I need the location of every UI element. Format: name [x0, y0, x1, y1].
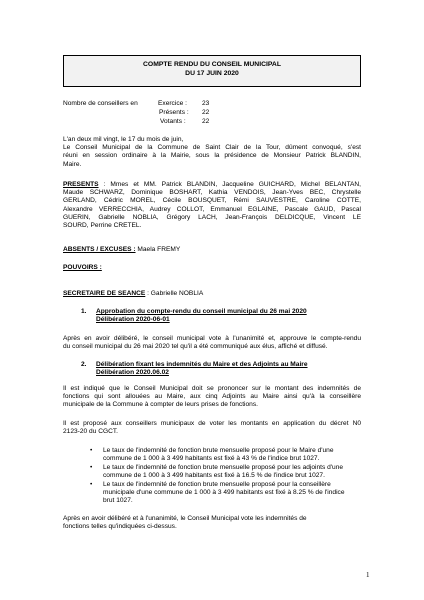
bullet-icon: •	[90, 464, 93, 471]
bullet-line: Le taux de l'indemnité de fonction brute mensuelle proposé pour le Maire d'une	[103, 447, 334, 454]
item2-line: Il est proposé aux conseillers municipaux de voter les montants en application du décret N0	[63, 420, 361, 427]
bullet-line: commune de 1 000 à 3 499 habitants est fixé à 16.5 % de l'indice brut 1027.	[103, 472, 325, 480]
count-votants-label: Votants :	[160, 118, 186, 125]
item2-line: 2123-20 du CGCT.	[63, 428, 118, 436]
page-number: 1	[366, 571, 370, 579]
item2-line: municipale de la Commune à compter de leurs prises de fonctions.	[63, 401, 258, 409]
document-date: DU 17 JUIN 2020	[185, 69, 239, 77]
intro-line: Le Conseil Municipal de la Commune de Saint Clair de la Tour, dûment convoqué, s'est	[63, 144, 361, 152]
item1-title: Approbation du compte-rendu du conseil municipal du 26 mai 2020	[96, 308, 307, 315]
presents-paragraph	[63, 181, 361, 230]
bullet-line: municipale d'une commune de 1 000 à 3 499 habitants est fixé à 8.25 % de l'indice	[103, 489, 345, 497]
item1-paragraph	[63, 335, 361, 351]
count-votants-value: 22	[202, 118, 210, 125]
presents-label: PRESENTS	[63, 181, 99, 188]
closing-line: Après en avoir délibéré et à l'unanimité, le Conseil Municipal vote les indemnités de	[63, 515, 307, 522]
presents-line: Alexandre VERRECCHIA, Audrey COLLOT, Emmanuel EGLAINE, Pascale GAUD, Pascal	[63, 205, 361, 213]
document-title: COMPTE RENDU DU CONSEIL MUNICIPAL	[143, 61, 281, 68]
absents-label: ABSENTS / EXCUSES :	[63, 246, 136, 253]
bullet-item	[103, 447, 361, 463]
presents-line: : Mmes et MM. Patrick BLANDIN, Jacqueline GUICHARD, Michel BELANTAN,	[98, 181, 361, 188]
bullet-icon: •	[90, 447, 93, 454]
title-box	[63, 55, 361, 87]
item2-deliberation: Délibération 2020.06.02	[96, 369, 169, 376]
presents-line: GERLAND, Cédric MOREL, Cécile BOUSQUET, Rémi SAUVESTRE, Caroline COTTE,	[63, 197, 361, 205]
item2-paragraph-1	[63, 385, 361, 410]
item1-deliberation: Délibération 2020-06-01	[96, 316, 170, 323]
bullet-line: brut 1027.	[103, 497, 133, 505]
item1-line: Après en avoir délibéré, le conseil municipal vote à l'unanimité et, approuve le compte-rendu	[63, 335, 361, 342]
intro-line: L'an deux mil vingt, le 17 du mois de juin,	[63, 136, 184, 143]
presents-line: Maude SCHWARZ, Dominique BOSHART, Kathia VENDOIS, Jean-Yves BEC, Chrystelle	[63, 189, 361, 197]
bullet-icon: •	[90, 481, 93, 488]
bullet-line: Le taux de l'indemnité de fonction brute mensuelle proposé pour la conseillère	[103, 481, 331, 488]
absents-value: Maela FREMY	[137, 246, 181, 253]
bullet-line: Le taux de l'indemnité de fonction brute mensuelle proposé pour les adjoints d'une	[103, 464, 344, 471]
presents-line: SOURD, Perrine CRETEL.	[63, 222, 142, 230]
item1-line: du conseil municipal du 26 mai 2020 tel qu'il a été communiqué aux élus, affiché et diffusé.	[63, 343, 328, 351]
item2-number: 2.	[81, 361, 87, 368]
absents-row	[63, 246, 180, 254]
item2-title: Délibération fixant les indemnités du Maire et des Adjoints au Maire	[96, 361, 308, 368]
count-exercice-value: 23	[202, 100, 210, 107]
bullet-line: commune de 1 000 à 3 499 habitants est fixé à 43 % de l'indice brut 1027.	[103, 455, 320, 463]
bullet-item	[103, 464, 361, 480]
secretaire-row	[63, 290, 203, 298]
bullet-item	[103, 481, 361, 506]
item2-line: fonctions qui sont allouées au Maire, aux cinq Adjoints au Maire ainsi qu'à la conseillère	[63, 393, 361, 401]
secretaire-label: SECRETAIRE DE SEANCE	[63, 290, 146, 297]
closing-line: fonctions telles qu'indiquées ci-dessus.	[63, 523, 177, 531]
item2-closing	[63, 515, 361, 531]
secretaire-value: : Gabrielle NOBLIA	[145, 290, 204, 297]
item2-line: Il est indiqué que le Conseil Municipal doit se prononcer sur le montant des indemnités de	[63, 385, 361, 392]
count-presents-value: 22	[202, 109, 210, 116]
intro-line: réuni en session ordinaire à la Mairie, sous la présidence de Monsieur Patrick BLANDIN,	[63, 152, 361, 160]
intro-paragraph	[63, 136, 361, 169]
item2-paragraph-2	[63, 420, 361, 436]
intro-line: Maire.	[63, 160, 82, 168]
count-presents-label: Présents :	[159, 109, 189, 116]
presents-line: GUERIN, Gabrielle NOBLIA, Grégory LACH, Jean-François DELDICQUE, Vincent LE	[63, 213, 361, 221]
pouvoirs-label: POUVOIRS :	[63, 264, 102, 271]
counts-label: Nombre de conseillers en	[63, 100, 138, 107]
item1-number: 1.	[81, 308, 87, 315]
count-exercice-label: Exercice :	[158, 100, 187, 107]
